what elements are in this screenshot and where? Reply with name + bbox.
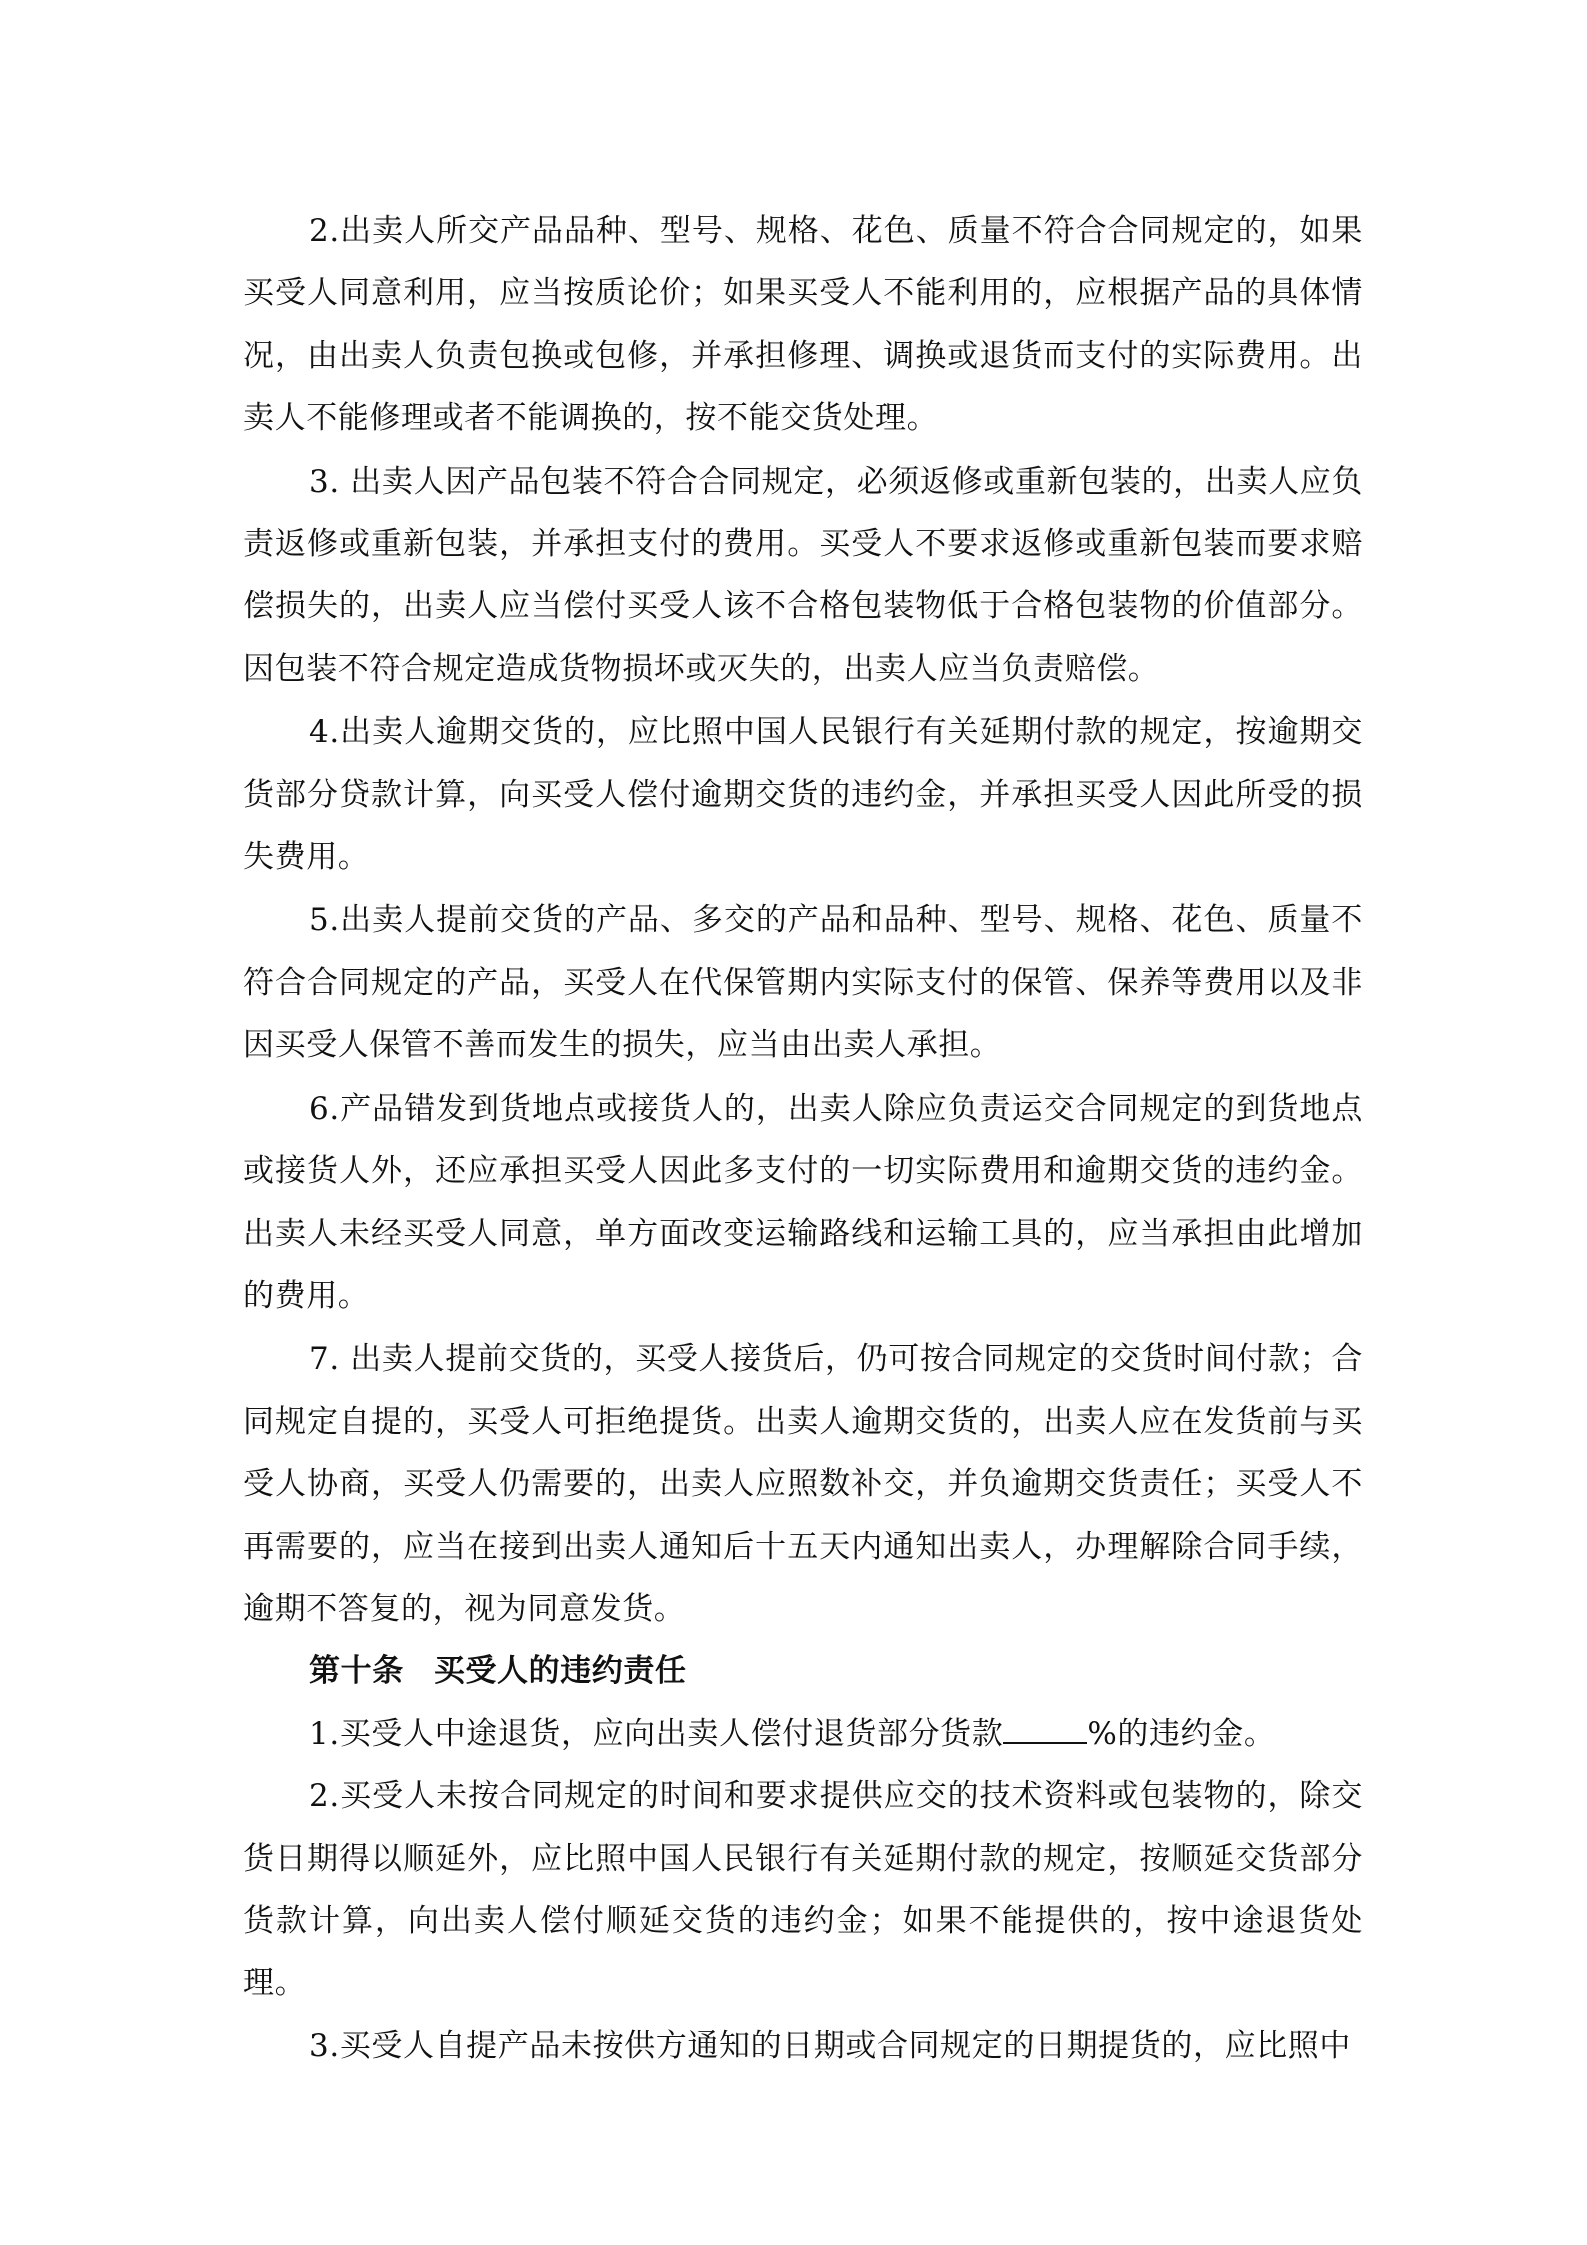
paragraph-item-7: 7. 出卖人提前交货的，买受人接货后，仍可按合同规定的交货时间付款；合同规定自提的，买受人可拒绝提货。出卖人逾期交货的，出卖人应在发货前与买受人协商，买受人仍需要的，出卖人应照数补交，并负逾期交货责任；买受人不再需要的，应当在接到出卖人通知后十五天内通知出卖人，办理解除合同手续，逾期不答复的，视为同意发货。	[243, 1341, 1363, 1627]
article-number: 第十条	[309, 1653, 404, 1690]
article-title: 买受人的违约责任	[433, 1653, 687, 1690]
paragraph-item-2: 2.出卖人所交产品品种、型号、规格、花色、质量不符合合同规定的，如果买受人同意利用，应当按质论价；如果买受人不能利用的，应根据产品的具体情况，由出卖人负责包换或包修，并承担修理、调换或退货而支付的实际费用。出卖人不能修理或者不能调换的，按不能交货处理。	[243, 213, 1363, 437]
article-item-2: 2.买受人未按合同规定的时间和要求提供应交的技术资料或包装物的，除交货日期得以顺延外，应比照中国人民银行有关延期付款的规定，按顺延交货部分货款计算，向出卖人偿付顺延交货的违约金；如果不能提供的，按中途退货处理。	[243, 1778, 1363, 2002]
article-item-3: 3.买受人自提产品未按供方通知的日期或合同规定的日期提货的，应比照中	[309, 2027, 1351, 2064]
article-item-1-suffix: %的违约金。	[1087, 1715, 1276, 1752]
paragraph-item-3: 3. 出卖人因产品包装不符合合同规定，必须返修或重新包装的，出卖人应负责返修或重新包装，并承担支付的费用。买受人不要求返修或重新包装而要求赔偿损失的，出卖人应当偿付买受人该不合格包装物低于合格包装物的价值部分。因包装不符合规定造成货物损坏或灭失的，出卖人应当负责赔偿。	[243, 463, 1363, 687]
article-item-1	[243, 1703, 1363, 1765]
article-item-1-text: 1.买受人中途退货，应向出卖人偿付退货部分货款	[309, 1715, 1004, 1752]
document-page	[243, 200, 1363, 2077]
paragraph-item-5: 5.出卖人提前交货的产品、多交的产品和品种、型号、规格、花色、质量不符合合同规定的产品，买受人在代保管期内实际支付的保管、保养等费用以及非因买受人保管不善而发生的损失，应当由出卖人承担。	[243, 902, 1363, 1064]
article-heading	[243, 1640, 1363, 1702]
paragraph-item-4: 4.出卖人逾期交货的，应比照中国人民银行有关延期付款的规定，按逾期交货部分贷款计算，向买受人偿付逾期交货的违约金，并承担买受人因此所受的损失费用。	[243, 714, 1363, 876]
paragraph-item-6: 6.产品错发到货地点或接货人的，出卖人除应负责运交合同规定的到货地点或接货人外，还应承担买受人因此多支付的一切实际费用和逾期交货的违约金。出卖人未经买受人同意，单方面改变运输路线和运输工具的，应当承担由此增加的费用。	[243, 1090, 1363, 1314]
fill-in-blank[interactable]	[1003, 1716, 1087, 1744]
